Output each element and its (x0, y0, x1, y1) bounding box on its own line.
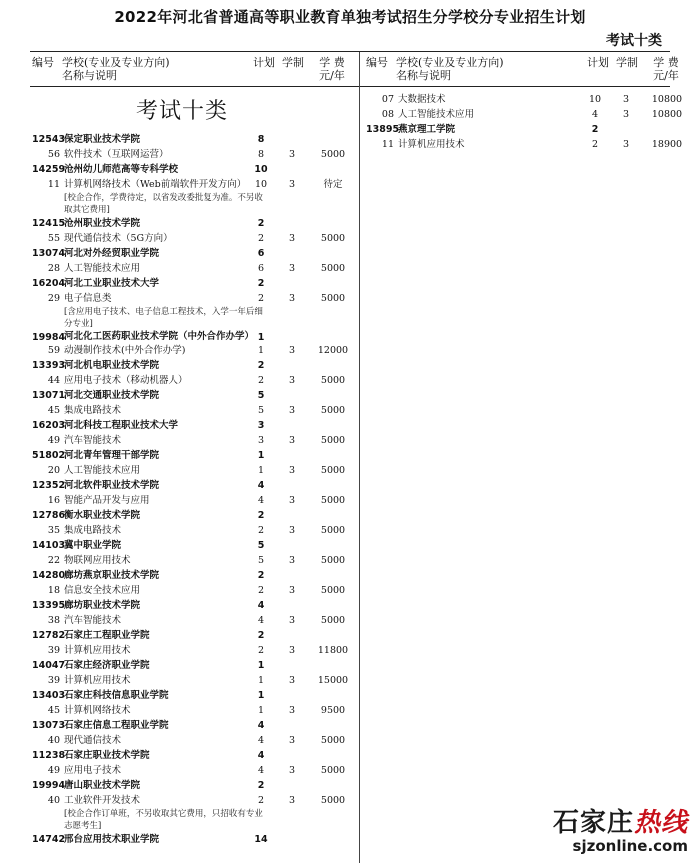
major-row (32, 261, 358, 276)
major-row (32, 373, 358, 388)
study-years: 3 (288, 765, 296, 776)
tuition-fee: 5000 (320, 525, 346, 536)
major-row (32, 177, 358, 192)
school-code: 13895 (366, 124, 400, 135)
major-name: 人工智能技术应用 (64, 263, 141, 274)
major-row (32, 463, 358, 478)
header-fee: 学 费 元/年 (653, 56, 679, 82)
tuition-fee: 10800 (651, 94, 683, 105)
tuition-fee: 5000 (320, 233, 346, 244)
major-name: 工业软件开发技术 (64, 795, 141, 806)
study-years: 3 (288, 735, 296, 746)
school-code: 16203 (32, 420, 66, 431)
header-rule-bottom (30, 86, 670, 87)
major-note: [校企合作订单班，不另收取其它费用，只招收有专业志愿考生] (64, 809, 263, 831)
study-years: 3 (288, 435, 296, 446)
plan-count: 5 (257, 540, 265, 551)
plan-count: 2 (257, 510, 265, 521)
school-name: 石家庄经济职业学院 (64, 660, 150, 671)
plan-count: 4 (257, 495, 265, 506)
major-name: 应用电子技术 (64, 765, 122, 776)
header-years: 学制 (282, 56, 304, 69)
category-tag: 考试十类 (606, 33, 662, 49)
major-name: 软件技术（互联网运营） (64, 149, 169, 160)
tuition-fee: 5000 (320, 735, 346, 746)
school-code: 19984 (32, 332, 66, 343)
plan-count: 2 (257, 293, 265, 304)
plan-count: 2 (591, 124, 599, 135)
plan-count: 2 (257, 780, 265, 791)
major-row (32, 673, 358, 688)
major-number: 56 (47, 149, 60, 160)
column-divider (359, 52, 360, 863)
major-number: 16 (47, 495, 60, 506)
plan-count: 6 (257, 263, 265, 274)
major-row (32, 733, 358, 748)
major-number: 11 (381, 139, 394, 150)
school-code: 12352 (32, 480, 66, 491)
study-years: 3 (288, 149, 296, 160)
major-row (32, 433, 358, 448)
school-code: 16204 (32, 278, 66, 289)
school-row (32, 598, 358, 613)
left-column (32, 92, 358, 847)
major-row (366, 137, 692, 152)
school-name: 石家庄工程职业学院 (64, 630, 150, 641)
school-name: 保定职业技术学院 (64, 134, 141, 145)
study-years: 3 (288, 375, 296, 386)
study-years: 3 (288, 405, 296, 416)
plan-count: 1 (257, 345, 265, 356)
plan-count: 2 (257, 375, 265, 386)
tuition-fee: 10800 (651, 109, 683, 120)
school-row (32, 718, 358, 733)
school-name: 河北对外经贸职业学院 (64, 248, 160, 259)
plan-count: 1 (257, 675, 265, 686)
school-code: 13393 (32, 360, 66, 371)
school-row (32, 778, 358, 793)
plan-count: 2 (257, 795, 265, 806)
major-name: 现代通信技术 (64, 735, 122, 746)
major-name: 集成电路技术 (64, 525, 122, 536)
major-row (32, 231, 358, 246)
plan-count: 10 (254, 164, 268, 175)
school-code: 12543 (32, 134, 66, 145)
plan-count: 2 (591, 139, 599, 150)
school-row (32, 658, 358, 673)
plan-count: 2 (257, 525, 265, 536)
school-name: 邢台应用技术职业学院 (64, 834, 160, 845)
study-years: 3 (288, 555, 296, 566)
major-name: 计算机应用技术 (398, 139, 465, 150)
plan-count: 2 (257, 360, 265, 371)
school-row (32, 418, 358, 433)
major-name: 汽车智能技术 (64, 435, 122, 446)
school-row (32, 162, 358, 177)
major-number: 40 (47, 795, 60, 806)
plan-count: 4 (257, 750, 265, 761)
major-name: 智能产品开发与应用 (64, 495, 150, 506)
study-years: 3 (288, 263, 296, 274)
major-name: 计算机网络技术 (64, 705, 131, 716)
major-number: 45 (47, 405, 60, 416)
major-number: 38 (47, 615, 60, 626)
header-plan: 计划 (253, 56, 275, 69)
major-name: 应用电子技术（移动机器人） (64, 375, 188, 386)
category-heading: 考试十类 (135, 99, 228, 124)
school-name: 廊坊燕京职业技术学院 (64, 570, 160, 581)
plan-count: 4 (257, 600, 265, 611)
school-row (32, 538, 358, 553)
study-years: 3 (622, 109, 630, 120)
school-name: 河北化工医药职业技术学院（中外合作办学） (64, 331, 255, 342)
school-name: 石家庄职业技术学院 (64, 750, 150, 761)
school-name: 唐山职业技术学院 (64, 780, 141, 791)
study-years: 3 (288, 293, 296, 304)
tuition-fee: 5000 (320, 263, 346, 274)
school-row (32, 358, 358, 373)
plan-count: 4 (257, 735, 265, 746)
plan-count: 4 (257, 480, 265, 491)
watermark-logo: 石家庄热线 sjzonline.com (552, 808, 688, 855)
major-number: 22 (47, 555, 60, 566)
school-row (32, 688, 358, 703)
school-name: 河北机电职业技术学院 (64, 360, 160, 371)
major-number: 18 (47, 585, 60, 596)
study-years: 3 (288, 675, 296, 686)
school-name: 河北软件职业技术学院 (64, 480, 160, 491)
major-name: 人工智能技术应用 (398, 109, 475, 120)
major-number: 44 (47, 375, 60, 386)
major-name: 人工智能技术应用 (64, 465, 141, 476)
plan-count: 3 (257, 420, 265, 431)
school-row (32, 478, 358, 493)
major-name: 计算机应用技术 (64, 675, 131, 686)
school-name: 沧州职业技术学院 (64, 218, 141, 229)
major-row (32, 403, 358, 418)
major-row (32, 493, 358, 508)
major-row (32, 763, 358, 778)
school-row (32, 568, 358, 583)
tuition-fee: 5000 (320, 375, 346, 386)
plan-count: 6 (257, 248, 265, 259)
major-row (366, 107, 692, 122)
tuition-fee: 5000 (320, 405, 346, 416)
major-number: 49 (47, 765, 60, 776)
school-row (32, 508, 358, 523)
study-years: 3 (288, 495, 296, 506)
page-title: 2022年河北省普通高等职业教育单独考试招生分学校分专业招生计划 (114, 8, 586, 26)
tuition-fee: 5000 (320, 293, 346, 304)
school-name: 石家庄科技信息职业学院 (64, 690, 169, 701)
tuition-fee: 5000 (320, 615, 346, 626)
school-code: 12786 (32, 510, 66, 521)
major-number: 11 (47, 179, 60, 190)
study-years: 3 (288, 345, 296, 356)
major-number: 08 (381, 109, 394, 120)
tuition-fee: 5000 (320, 795, 346, 806)
plan-count: 5 (257, 390, 265, 401)
major-number: 35 (47, 525, 60, 536)
major-name: 集成电路技术 (64, 405, 122, 416)
tuition-fee: 待定 (323, 179, 343, 190)
plan-count: 8 (257, 149, 265, 160)
school-row (32, 748, 358, 763)
study-years: 3 (622, 139, 630, 150)
school-code: 13071 (32, 390, 66, 401)
plan-count: 1 (257, 332, 265, 343)
header-years: 学制 (616, 56, 638, 69)
header-code: 编号 (366, 56, 388, 69)
plan-count: 1 (257, 660, 265, 671)
major-number: 49 (47, 435, 60, 446)
school-name: 衡水职业技术学院 (64, 510, 141, 521)
study-years: 3 (288, 233, 296, 244)
tuition-fee: 5000 (320, 435, 346, 446)
study-years: 3 (288, 525, 296, 536)
major-name: 动漫制作技术(中外合作办学) (64, 345, 186, 356)
school-row (32, 628, 358, 643)
school-name: 河北工业职业技术大学 (64, 278, 160, 289)
plan-count: 4 (257, 615, 265, 626)
major-number: 20 (47, 465, 60, 476)
plan-count: 2 (257, 218, 265, 229)
plan-count: 5 (257, 405, 265, 416)
major-name: 计算机网络技术（Web前端软件开发方向） (64, 179, 247, 190)
study-years: 3 (288, 465, 296, 476)
plan-count: 4 (257, 720, 265, 731)
major-number: 55 (47, 233, 60, 244)
plan-count: 1 (257, 465, 265, 476)
tuition-fee: 18900 (651, 139, 683, 150)
major-number: 45 (47, 705, 60, 716)
major-note: [校企合作，学费待定，以省发改委批复为准。不另收取其它费用] (64, 193, 263, 215)
school-row (32, 832, 358, 847)
plan-count: 1 (257, 690, 265, 701)
school-name: 沧州幼儿师范高等专科学校 (64, 164, 179, 175)
school-code: 13073 (32, 720, 66, 731)
major-row (32, 793, 358, 808)
major-name: 信息安全技术应用 (64, 585, 141, 596)
school-name: 河北交通职业技术学院 (64, 390, 160, 401)
header-plan: 计划 (587, 56, 609, 69)
study-years: 3 (288, 179, 296, 190)
tuition-fee: 15000 (317, 675, 349, 686)
major-number: 39 (47, 675, 60, 686)
header-school: 学校(专业及专业方向) 名称与说明 (396, 56, 504, 82)
plan-count: 4 (591, 109, 599, 120)
major-row (32, 613, 358, 628)
plan-count: 2 (257, 585, 265, 596)
major-row (32, 291, 358, 306)
plan-count: 10 (254, 179, 268, 190)
plan-count: 1 (257, 705, 265, 716)
plan-count: 4 (257, 765, 265, 776)
study-years: 3 (288, 585, 296, 596)
study-years: 3 (288, 705, 296, 716)
major-number: 59 (47, 345, 60, 356)
school-name: 燕京理工学院 (398, 124, 456, 135)
school-code: 19994 (32, 780, 66, 791)
tuition-fee: 5000 (320, 765, 346, 776)
tuition-fee: 11800 (317, 645, 349, 656)
school-name: 冀中职业学院 (64, 540, 122, 551)
plan-count: 1 (257, 450, 265, 461)
major-number: 29 (47, 293, 60, 304)
major-row (32, 523, 358, 538)
school-row (32, 216, 358, 231)
plan-count: 2 (257, 233, 265, 244)
school-code: 12415 (32, 218, 66, 229)
school-row (32, 388, 358, 403)
major-name: 现代通信技术（5G方向） (64, 233, 173, 244)
school-row (32, 246, 358, 261)
major-row (366, 92, 692, 107)
school-code: 14742 (32, 834, 66, 845)
right-column (366, 92, 692, 152)
study-years: 3 (288, 645, 296, 656)
school-name: 廊坊职业技术学院 (64, 600, 141, 611)
plan-count: 2 (257, 278, 265, 289)
major-name: 物联网应用技术 (64, 555, 131, 566)
plan-count: 8 (257, 134, 265, 145)
major-number: 28 (47, 263, 60, 274)
major-name: 大数据技术 (398, 94, 446, 105)
major-name: 电子信息类 (64, 293, 112, 304)
header-rule-top (30, 51, 670, 52)
school-row (32, 132, 358, 147)
school-name: 河北青年管理干部学院 (64, 450, 160, 461)
major-name: 计算机应用技术 (64, 645, 131, 656)
plan-count: 3 (257, 435, 265, 446)
major-row (32, 147, 358, 162)
school-name: 河北科技工程职业技术大学 (64, 420, 179, 431)
study-years: 3 (288, 615, 296, 626)
plan-count: 14 (254, 834, 268, 845)
school-row (366, 122, 692, 137)
school-code: 14280 (32, 570, 66, 581)
major-number: 39 (47, 645, 60, 656)
school-code: 51802 (32, 450, 66, 461)
school-code: 14047 (32, 660, 66, 671)
tuition-fee: 5000 (320, 495, 346, 506)
school-name: 石家庄信息工程职业学院 (64, 720, 169, 731)
study-years: 3 (288, 795, 296, 806)
tuition-fee: 5000 (320, 585, 346, 596)
school-code: 11238 (32, 750, 66, 761)
major-name: 汽车智能技术 (64, 615, 122, 626)
major-row (32, 553, 358, 568)
plan-count: 2 (257, 645, 265, 656)
plan-count: 2 (257, 570, 265, 581)
header-school: 学校(专业及专业方向) 名称与说明 (62, 56, 170, 82)
tuition-fee: 9500 (320, 705, 346, 716)
major-number: 40 (47, 735, 60, 746)
plan-count: 10 (588, 94, 602, 105)
major-row (32, 583, 358, 598)
major-row (32, 343, 358, 358)
major-note: [含应用电子技术、电子信息工程技术，入学一年后细分专业] (64, 307, 263, 329)
major-row (32, 703, 358, 718)
plan-count: 2 (257, 630, 265, 641)
school-code: 13395 (32, 600, 66, 611)
school-code: 13403 (32, 690, 66, 701)
school-code: 12782 (32, 630, 66, 641)
tuition-fee: 5000 (320, 555, 346, 566)
tuition-fee: 5000 (320, 465, 346, 476)
school-code: 14259 (32, 164, 66, 175)
tuition-fee: 12000 (317, 345, 349, 356)
school-row (32, 276, 358, 291)
major-number: 07 (381, 94, 394, 105)
header-fee: 学 费 元/年 (319, 56, 345, 82)
header-code: 编号 (32, 56, 54, 69)
school-code: 14103 (32, 540, 66, 551)
study-years: 3 (622, 94, 630, 105)
plan-count: 5 (257, 555, 265, 566)
tuition-fee: 5000 (320, 149, 346, 160)
school-row (32, 448, 358, 463)
major-row (32, 643, 358, 658)
school-code: 13074 (32, 248, 66, 259)
